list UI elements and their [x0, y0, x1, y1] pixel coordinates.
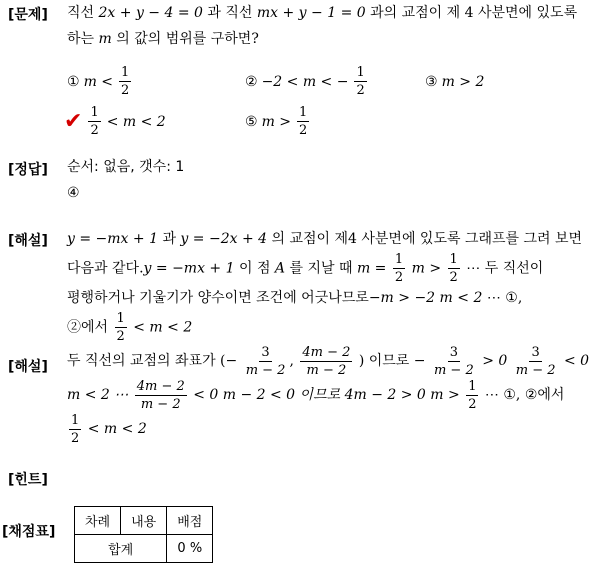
option-5[interactable]: ⑤ m > $\frac{1}{2}$ [245, 105, 308, 138]
answer-label: [정답] [8, 162, 48, 178]
option-2[interactable]: ② −2 < m < − $\frac{1}{2}$ [245, 65, 365, 98]
scoring-label: [채점표] [2, 524, 56, 540]
checkmark-icon: ✔ [64, 109, 83, 134]
solution-label-2: [해설] [8, 359, 48, 375]
total-label-cell: 합계 [75, 535, 167, 563]
table-header-cell: 배점 [167, 507, 213, 535]
table-header-cell: 차례 [75, 507, 121, 535]
table-row [75, 535, 213, 563]
answer-text: 순서: 없음, 갯수: 1 ④ [67, 159, 185, 201]
problem-text: 직선 2x + y − 4 = 0 과 직선 mx + y − 1 = 0 과의 교점이 제 4 사분면에 있도록 하는 m 의 값의 범위를 구하면? [67, 5, 578, 47]
table-row [75, 507, 213, 535]
total-value-cell: 0 % [167, 535, 213, 563]
solution-label-1: [해설] [8, 233, 48, 249]
hint-label: [힌트] [8, 472, 48, 488]
problem-label: [문제] [8, 7, 48, 23]
option-3[interactable]: ③ m > 2 [425, 74, 485, 90]
solution-1-text: y = −mx + 1 과 y = −2x + 4 의 교점이 제4 사분면에 있도록 그래프를 그려 보면 다음과 같다.y = −mx + 1 이 점 A 를 지날 때 m = $\frac{1}{2}$ m > $\frac{1}{2}$ ⋯ 두 직선이 평행하거나 기울기가 양수이면 조건에 어긋나므로−m > −2 m < 2 ⋯ ①, ②에서 $\frac{1}{2}$ < m < 2 [67, 231, 583, 344]
option-4-correct[interactable]: ✔ $\frac{1}{2}$ < m < 2 [64, 105, 166, 138]
solution-2-text: 두 직선의 교점의 좌표가 (− $\frac{3}{m - 2}$ , $\frac{4m - 2}{m - 2}$ ) 이므로 − $\frac{3}{m - 2}$ > 0 $\frac{3}{m - 2}$ < 0 m < 2 ⋯ $\frac{4m - 2}{m - 2}$ < 0 m − 2 < 0 이므로 4m − 2 > 0 m > $\frac{1}{2}$ ⋯ ①, ②에서 $\frac{1}{2}$ < m < 2 [67, 344, 590, 446]
table-header-cell: 내용 [121, 507, 167, 535]
option-1[interactable]: ① m < $\frac{1}{2}$ [67, 65, 130, 98]
scoring-table [74, 506, 213, 563]
